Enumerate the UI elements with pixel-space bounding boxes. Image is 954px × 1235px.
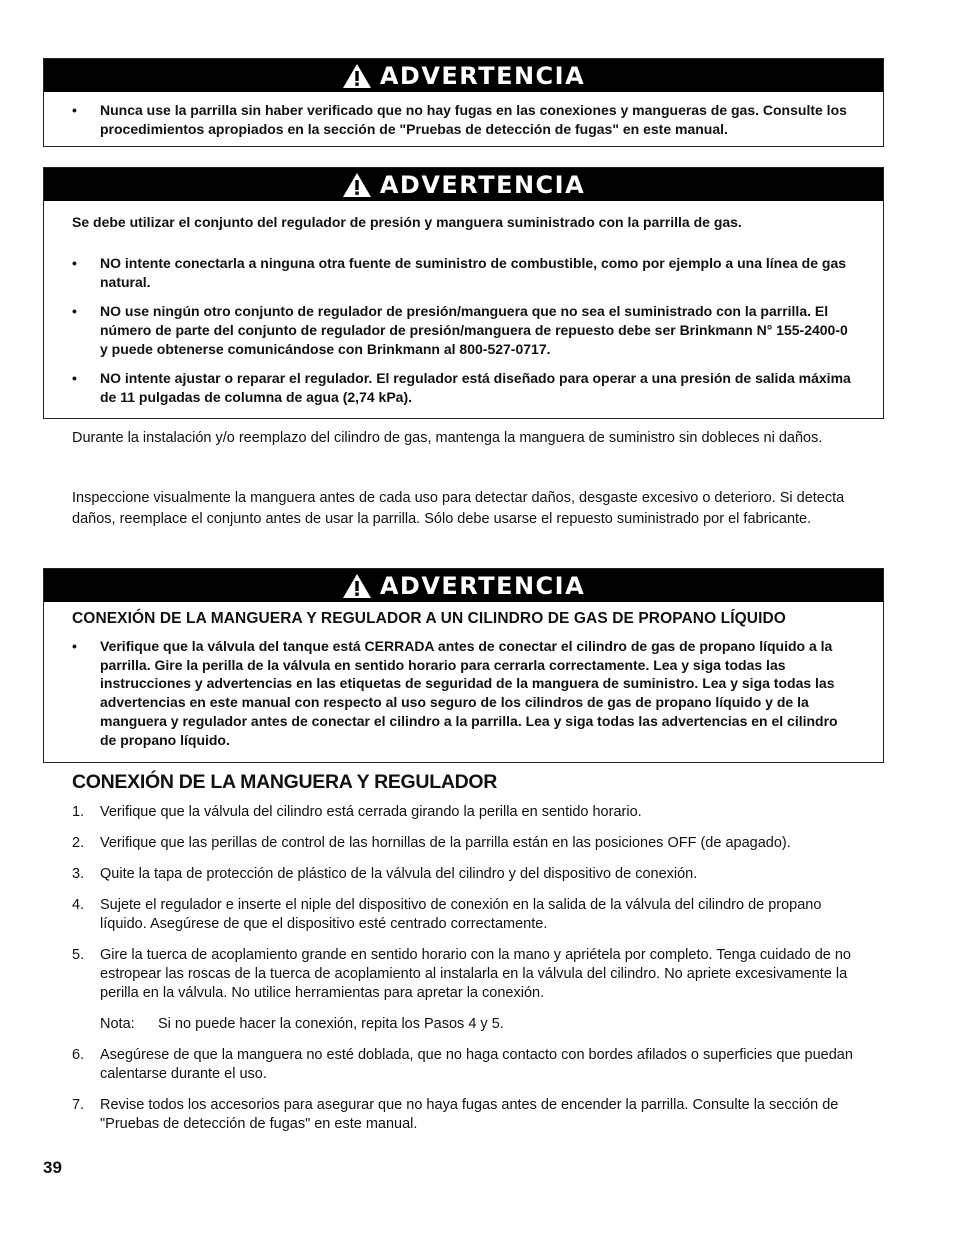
warning-title: ADVERTENCIA	[379, 571, 586, 600]
warning-bullet: • NO use ningún otro conjunto de regulador de presión/manguera que no sea el suministrado con la parrilla. El número de parte del conjunto de regulador de presión/manguera de repuesto debe ser Brinkmann N° 155-2400-0 y puede obtenerse comunicándose con Brinkmann al 800-527-0717.	[72, 303, 848, 357]
warning-header	[44, 59, 883, 92]
warning-bullet: • NO intente ajustar o reparar el regulador. El regulador está diseñado para operar a una presión de salida máxima de 11 pulgadas de columna de agua (2,74 kPa).	[72, 370, 851, 405]
warning-bullet: • NO intente conectarla a ninguna otra fuente de suministro de combustible, como por ejemplo a una línea de gas natural.	[72, 255, 847, 290]
section-title: CONEXIÓN DE LA MANGUERA Y REGULADOR	[72, 771, 498, 793]
warning-triangle-icon	[342, 63, 372, 89]
body-paragraph: Inspeccione visualmente la manguera antes de cada uso para detectar daños, desgaste excesivo o deterioro. Si detecta daños, reemplace el conjunto antes de usar la parrilla. Sólo debe usarse el repuesto suministrado por el fabricante.	[72, 490, 845, 527]
step-note: Nota: Si no puede hacer la conexión, repita los Pasos 4 y 5.	[100, 1016, 504, 1032]
warning-box-leak-check	[43, 58, 884, 147]
warning-title: ADVERTENCIA	[379, 61, 586, 90]
warning-subheading: CONEXIÓN DE LA MANGUERA Y REGULADOR A UN CILINDRO DE GAS DE PROPANO LÍQUIDO	[72, 610, 786, 627]
warning-triangle-icon	[342, 573, 372, 599]
list-item: 6. Asegúrese de que la manguera no esté doblada, que no haga contacto con bordes afilados o superficies que puedan calentarse durante el uso.	[72, 1047, 853, 1082]
warning-header	[44, 569, 883, 602]
warning-triangle-icon	[342, 172, 372, 198]
warning-bullet: • Verifique que la válvula del tanque está CERRADA antes de conectar el cilindro de gas de propano líquido a la parrilla. Gire la perilla de la válvula en sentido horario para cerrarla correctamente. Lea y siga todas las instrucciones y advertencias en las etiquetas de seguridad de la manguera de suministro. Lea y siga todas las advertencias en este manual con respecto al uso seguro de los cilindros de gas de propano líquido y de la manguera y regulador antes de conectar el cilindro a la parrilla. Lea y siga todas las advertencias en el cilindro de propano líquido.	[72, 637, 838, 748]
warning-title: ADVERTENCIA	[379, 170, 586, 199]
list-item: 7. Revise todos los accesorios para asegurar que no haya fugas antes de encender la parrilla. Consulte la sección de "Pruebas de detección de fugas" en este manual.	[72, 1097, 839, 1132]
steps-list	[72, 803, 862, 1146]
list-item: 2. Verifique que las perillas de control de las hornillas de la parrilla están en las posiciones OFF (de apagado).	[72, 835, 791, 851]
list-item: 1. Verifique que la válvula del cilindro está cerrada girando la perilla en sentido horario.	[72, 804, 642, 820]
list-item: 4. Sujete el regulador e inserte el niple del dispositivo de conexión en la salida de la válvula del cilindro de propano líquido. Asegúrese de que el dispositivo esté centrado correctamente.	[72, 897, 822, 932]
warning-bullet: • Nunca use la parrilla sin haber verificado que no hay fugas en las conexiones y mangueras de gas. Consulte los procedimientos apropiados en la sección de "Pruebas de detección de fugas" en este manual.	[72, 102, 847, 137]
warning-box-regulator	[43, 167, 884, 419]
list-item: 3. Quite la tapa de protección de plástico de la válvula del cilindro y del dispositivo de conexión.	[72, 866, 698, 882]
page-number: 39	[43, 1158, 62, 1177]
warning-box-lp-cylinder	[43, 568, 884, 763]
body-paragraph: Durante la instalación y/o reemplazo del cilindro de gas, mantenga la manguera de suministro sin dobleces ni daños.	[72, 430, 823, 446]
warning-header	[44, 168, 883, 201]
list-item: 5. Gire la tuerca de acoplamiento grande en sentido horario con la mano y apriétela por completo. Tenga cuidado de no estropear las roscas de la tuerca de acoplamiento al instalarla en la válvula del cilindro. No apriete excesivamente la perilla en la válvula. No utilice herramientas para apretar la conexión.	[72, 947, 851, 1001]
warning-intro: Se debe utilizar el conjunto del regulador de presión y manguera suministrado con la parrilla de gas.	[72, 214, 742, 230]
